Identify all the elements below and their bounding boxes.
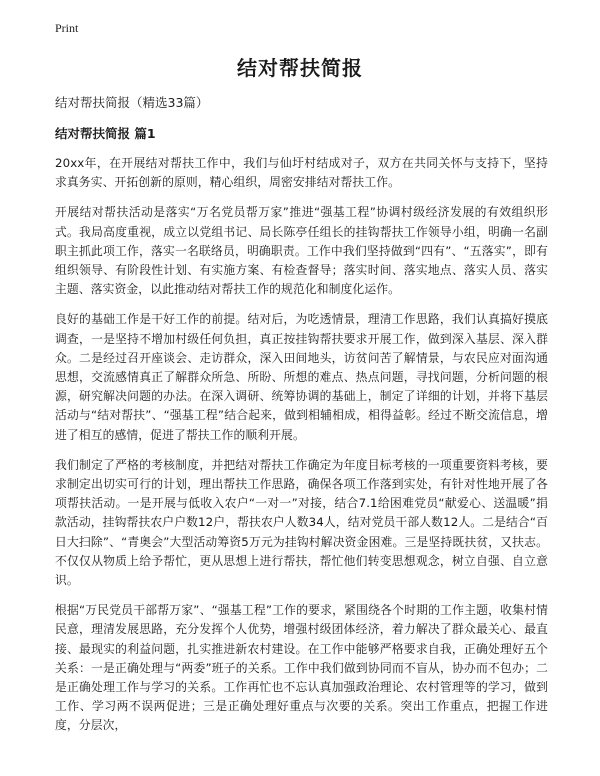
document-subtitle: 结对帮扶简报（精选33篇） [55, 95, 209, 110]
paragraph-2: 开展结对帮扶活动是落实“万名党员帮万家”推进“强基工程”协调村级经济发展的有效组织形式。我局高度重视，成立以党组书记、局长陈亭任组长的挂钩帮扶工作领导小组，明确一名副职主抓此项工作，落实一名联络员，明确职责。工作中我们坚持做到“四有”、“五落实”，即有组织领导、有阶段性计划、有实施方案、有检查督导；落实时间、落实地点、落实人员、落实主题、落实资金，以此推动结对帮扶工作的规范化和制度化运作。 [55, 205, 548, 297]
document-body [55, 154, 548, 747]
document-title: 结对帮扶简报 [237, 56, 363, 80]
print-label[interactable]: Print [55, 21, 79, 35]
paragraph-5: 根据“万民党员干部帮万家”、“强基工程”工作的要求，紧围绕各个时期的工作主题，收集村情民意，理清发展思路，充分发挥个人优势，增强村级团体经济，着力解决了群众最关心、最直接、最现实的利益问题，扎实推进新农村建设。在工作中能够严格要求自我，正确处理好五个关系：一是正确处理与“两委”班子的关系。工作中我们做到协同而不盲从，协办而不包办；二是正确处理工作与学习的关系。工作再忙也不忘认真加强政治理论、农村管理等的学习，做到工作、学习两不误两促进；三是正确处理好重点与次要的关系。突出工作重点，把握工作进度，分层次， [55, 603, 548, 733]
paragraph-1: 20xx年，在开展结对帮扶工作中，我们与仙圩村结成对子，双方在共同关怀与支持下，坚持求真务实、开拓创新的原则，精心组织，周密安排结对帮扶工作。 [55, 156, 548, 190]
section-heading: 结对帮扶简报 篇1 [55, 126, 156, 141]
paragraph-3: 良好的基础工作是干好工作的前提。结对后，为吃透情景，理清工作思路，我们认真搞好摸底调查，一是坚持不增加村级任何负担，真正按挂钩帮扶要求开展工作，做到深入基层、深入群众。二是经过召开座谈会、走访群众，深入田间地头，访贫问苦了解情景，与农民应对面沟通思想，交流感情真正了解群众所急、所盼、所想的难点、热点问题，寻找问题，分析问题的根源，研究解决问题的办法。在深入调研、统筹协调的基础上，制定了详细的计划，并将下基层活动与“结对帮扶”、“强基工程”结合起来，做到相辅相成，相得益彰。经过不断交流信息，增进了相互的感情，促进了帮扶工作的顺利开展。 [55, 312, 548, 442]
paragraph-4: 我们制定了严格的考核制度，并把结对帮扶工作确定为年度目标考核的一项重要资料考核，要求制定出切实可行的计划，理出帮扶工作思路，确保各项工作落到实处，有针对性地开展了各项帮扶活动。一是开展与低收入农户“一对一”对接，结合7.1给困难党员“献爱心、送温暖”捐款活动，挂钩帮扶农户户数12户，帮扶农户人数34人，结对党员干部人数12人。二是结合“百日大扫除”、“青奥会”大型活动筹资5万元为挂钩村解决资金困难。三是坚持既扶贫，又扶志。不仅仅从物质上给予帮忙，更从思想上进行帮扶，帮忙他们转变思想观念，树立自强、自立意识。 [55, 457, 548, 588]
